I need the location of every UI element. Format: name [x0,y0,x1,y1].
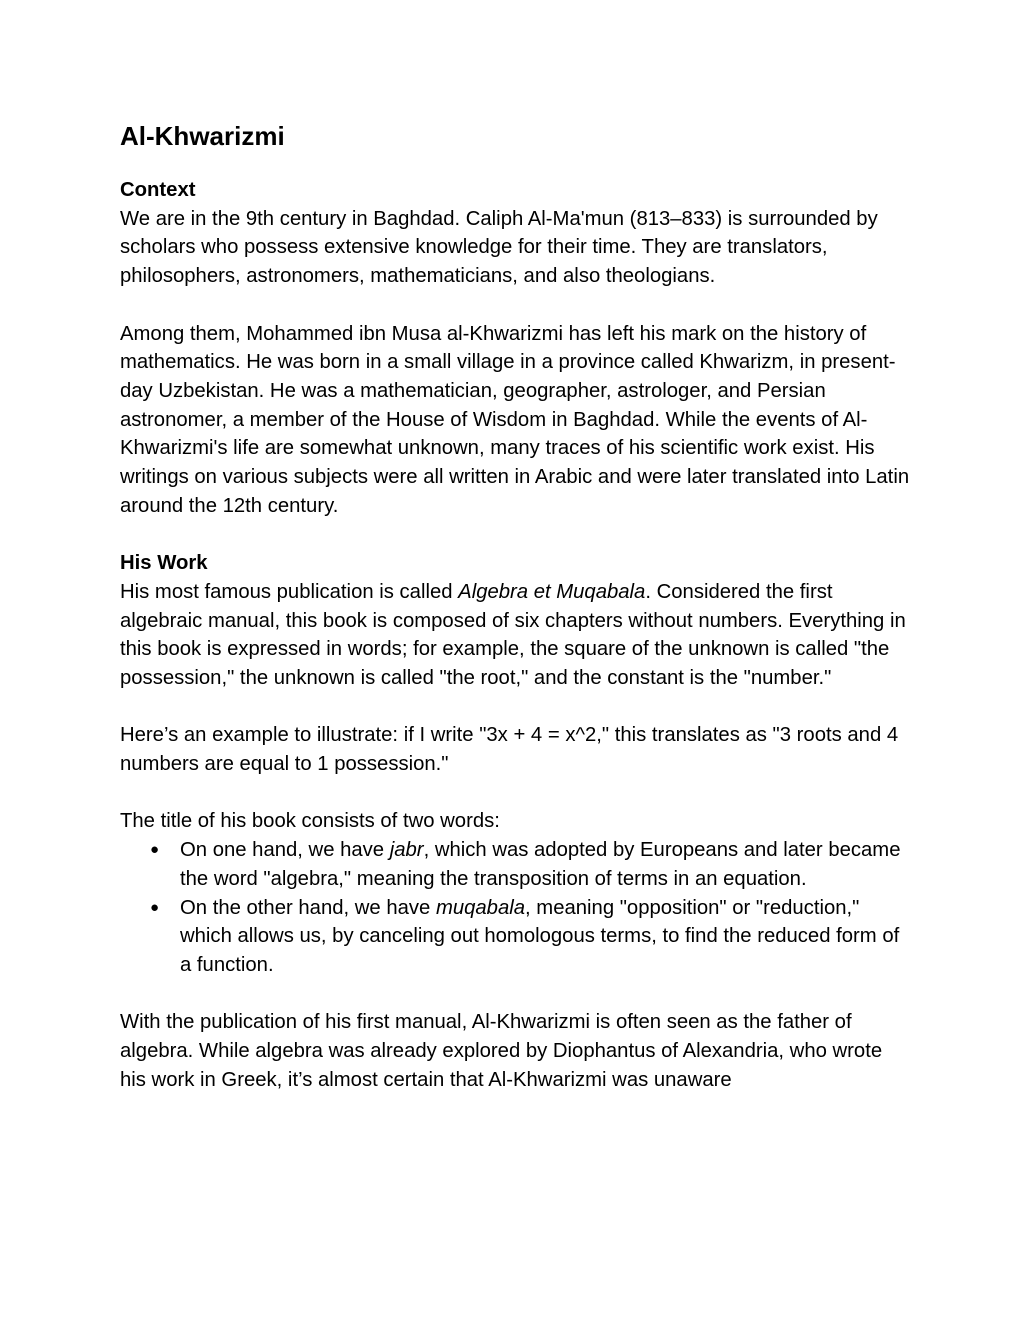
bullet-list [120,836,910,980]
paragraph-spacer [120,779,910,808]
term-muqabala-italic: muqabala [435,896,526,919]
work-paragraph-2: Here’s an example to illustrate: if I write "3x + 4 = x^2," this translates as "3 roots and 4 numbers are equal to 1 possession." [120,724,899,776]
work-paragraph-3: The title of his book consists of two words: [120,810,500,833]
context-paragraph-2: Among them, Mohammed ibn Musa al-Khwarizmi has left his mark on the history of mathematics. He was born in a small village in a province called Khwarizm, in present-day Uzbekistan. He was a mathematician, geographer, astrologer, and Persian astronomer, a member of the House of Wisdom in Baghdad. While the events of Al-Khwarizmi's life are somewhat unknown, many traces of his scientific work exist. His writings on various subjects were all written in Arabic and were later translated into Latin around the 12th century. [120,322,910,517]
work-paragraph-1-end: . Considered the first algebraic manual, this book is composed of six chapters without numbers. Everything in this book is expressed in words; for example, the square of the unknown is called "the possession," the unknown is called "the root," and the constant is the "number." [120,580,906,689]
term-jabr-italic: jabr [389,839,424,862]
book-title-italic: Algebra et Muqabala [458,580,646,603]
list-item-start: On one hand, we have [180,839,390,862]
document-title: Al-Khwarizmi [120,121,285,151]
context-paragraph-1: We are in the 9th century in Baghdad. Caliph Al-Ma'mun (813–833) is surrounded by scholars who possess extensive knowledge for their time. They are translators, philosophers, astronomers, mathematicians, and also theologians. [120,207,878,288]
bullet-icon: ● [150,898,160,916]
list-item-start: On the other hand, we have [180,896,436,919]
list-item-end: , which was adopted by Europeans and later became the word "algebra," meaning the transposition of terms in an equation. [180,839,901,890]
list-item [120,894,910,980]
work-paragraph-1 [120,578,910,693]
work-paragraph-4: With the publication of his first manual, Al-Khwarizmi is often seen as the father of algebra. While algebra was already explored by Diophantus of Alexandria, who wrote his work in Greek, it’s almost certain that Al-Khwarizmi was unaware [120,1011,883,1091]
list-item-end: , meaning "opposition" or "reduction," which allows us, by canceling out homologous terms, to find the reduced form of a function. [180,896,900,976]
paragraph-spacer [120,520,910,549]
section-heading-work: His Work [120,552,208,575]
paragraph-spacer [120,291,910,320]
bullet-icon: ● [150,841,160,859]
section-heading-context: Context [120,179,196,201]
document-page [120,118,910,1094]
list-item [120,836,910,893]
paragraph-spacer [120,980,910,1009]
paragraph-spacer [120,693,910,722]
work-paragraph-1-start: His most famous publication is called [120,580,459,603]
